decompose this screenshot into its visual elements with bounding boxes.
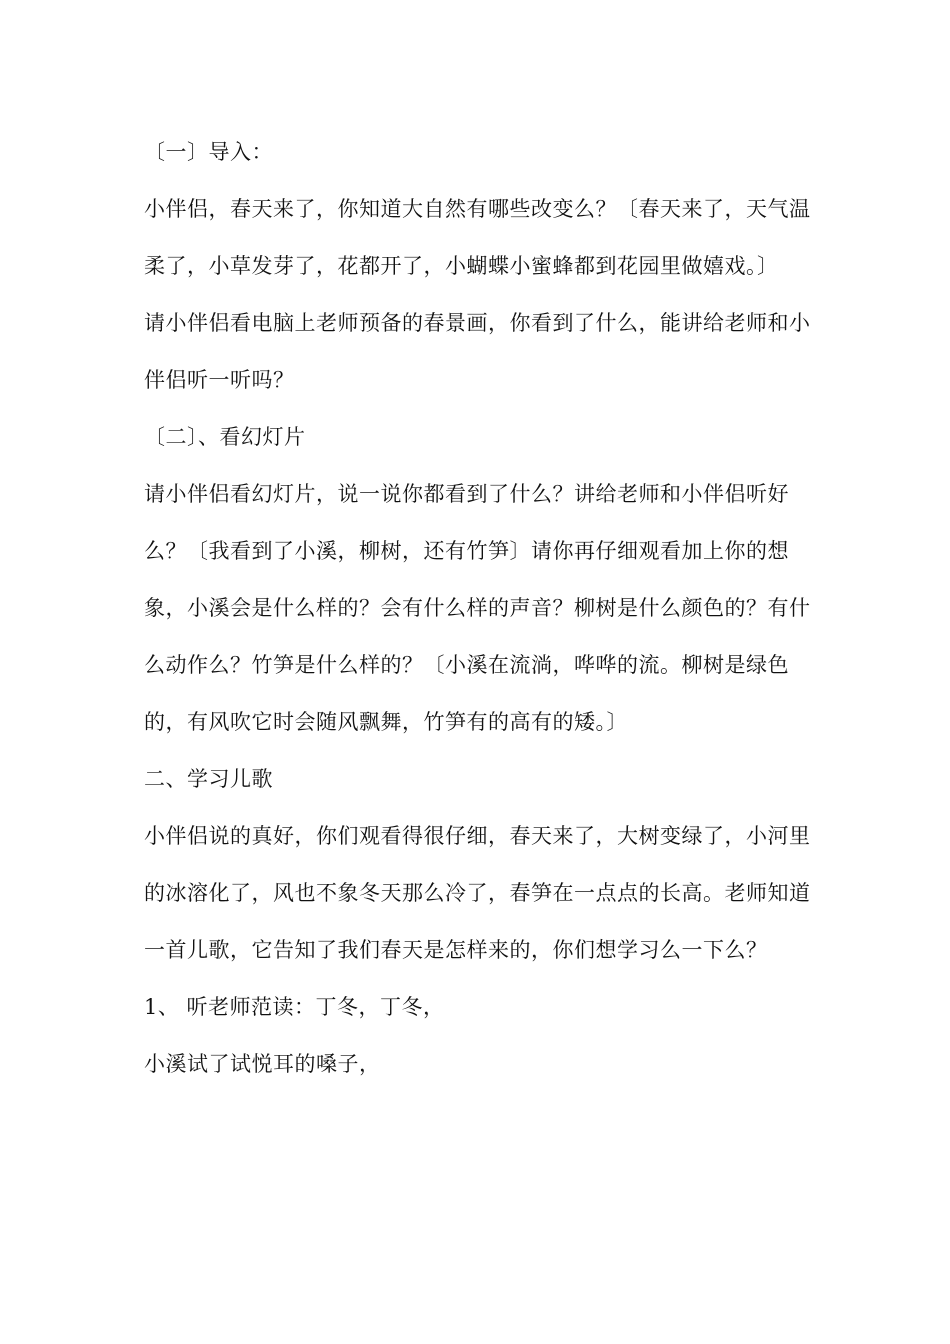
paragraph-computer-picture: 请小伴侣看电脑上老师预备的春景画，你看到了什么，能讲给老师和小伴侣听一听吗？ — [144, 311, 811, 392]
document-body — [144, 124, 812, 1093]
list-item-teacher-reading: 1、 听老师范读：丁冬，丁冬， — [144, 995, 445, 1019]
section-heading-learn-song: 二、学习儿歌 — [144, 767, 273, 791]
paragraph-spring-question: 小伴侣，春天来了，你知道大自然有哪些改变么？〔春天来了，天气温柔了，小草发芽了，花都开了，小蝴蝶小蜜蜂都到花园里做嬉戏。〕 — [144, 197, 811, 278]
poem-line: 小溪试了试悦耳的嗓子， — [144, 1052, 381, 1076]
paragraph-song-intro: 小伴侣说的真好，你们观看得很仔细，春天来了，大树变绿了，小河里的冰溶化了，风也不象冬天那么冷了，春笋在一点点的长高。老师知道一首儿歌，它告知了我们春天是怎样来的，你们想学习么一下么？ — [144, 824, 811, 962]
section-heading-slides: 〔二〕、看幻灯片 — [144, 425, 306, 449]
section-heading-intro: 〔一〕导入： — [144, 140, 273, 164]
paragraph-slides-discussion: 请小伴侣看幻灯片，说一说你都看到了什么？讲给老师和小伴侣听好么？〔我看到了小溪，柳树，还有竹笋〕请你再仔细观看加上你的想象，小溪会是什么样的？会有什么样的声音？柳树是什么颜色的？有什么动作么？竹笋是什么样的？〔小溪在流淌，哗哗的流。柳树是绿色的，有风吹它时会随风飘舞，竹笋有的高有的矮。〕 — [144, 482, 811, 734]
